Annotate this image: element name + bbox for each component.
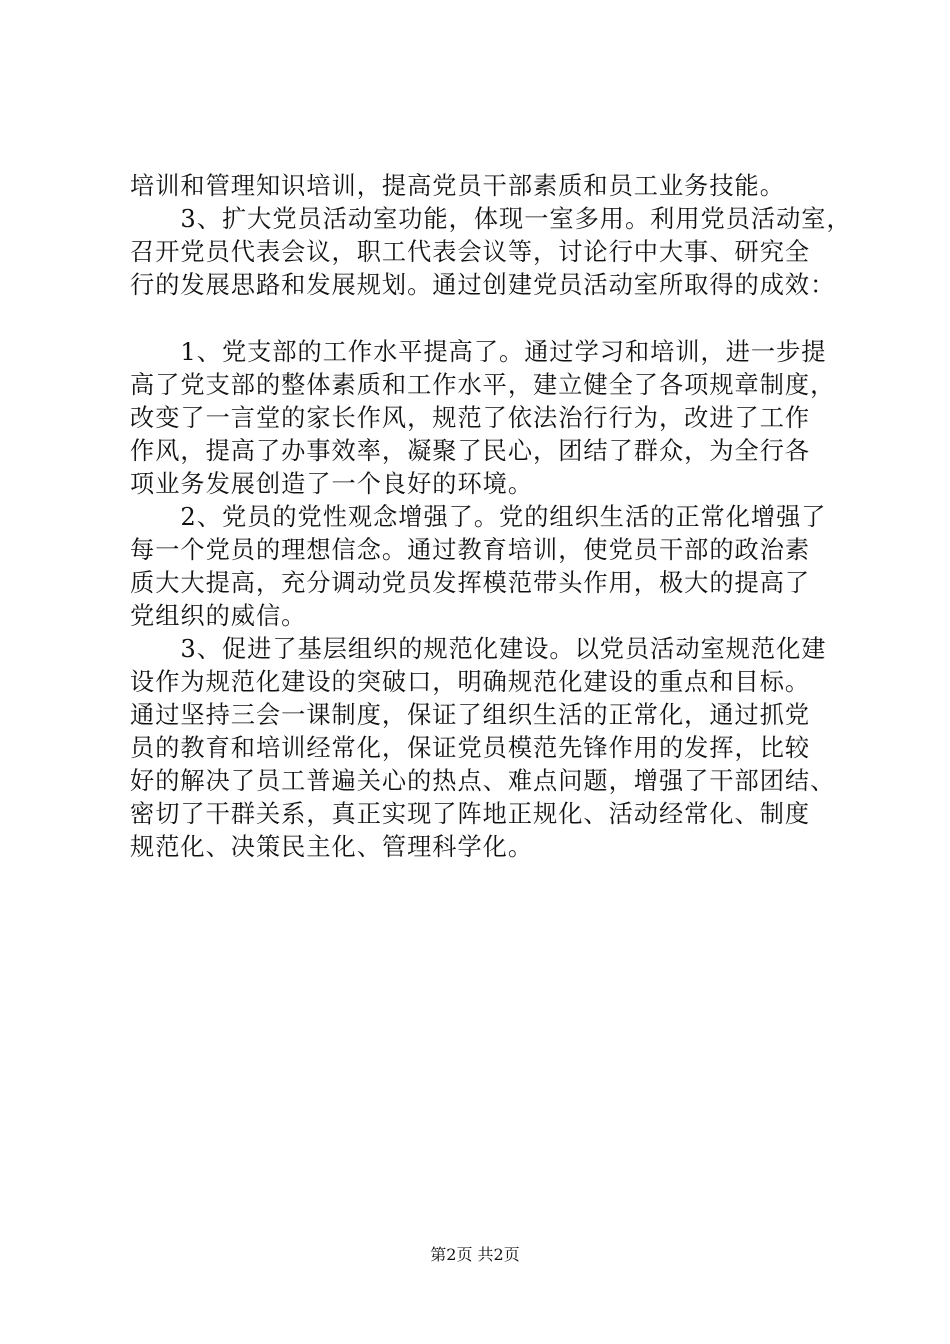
text-line: 党组织的威信。	[130, 602, 307, 630]
text-line: 规范化、决策民主化、管理科学化。	[130, 833, 534, 861]
text-line: 3、促进了基层组织的规范化建设。以党员活动室规范化建	[130, 635, 827, 663]
text-line: 培训和管理知识培训，提高党员干部素质和员工业务技能。	[130, 172, 785, 200]
text-line: 密切了干群关系，真正实现了阵地正规化、活动经常化、制度	[130, 800, 811, 828]
text-line: 2、党员的党性观念增强了。党的组织生活的正常化增强了	[130, 503, 827, 531]
text-line: 员的教育和培训经常化，保证党员模范先锋作用的发挥，比较	[130, 734, 811, 762]
text-line: 召开党员代表会议，职工代表会议等，讨论行中大事、研究全	[130, 238, 811, 266]
text-line: 好的解决了员工普遍关心的热点、难点问题，增强了干部团结、	[130, 767, 836, 795]
text-line: 作风，提高了办事效率，凝聚了民心，团结了群众，为全行各	[130, 437, 811, 465]
text-line: 项业务发展创造了一个良好的环境。	[130, 470, 534, 498]
text-line: 3、扩大党员活动室功能，体现一室多用。利用党员活动室，	[130, 205, 852, 233]
text-line: 质大大提高，充分调动党员发挥模范带头作用，极大的提高了	[130, 569, 811, 597]
text-line: 行的发展思路和发展规划。通过创建党员活动室所取得的成效：	[130, 271, 836, 299]
body-text	[130, 170, 852, 864]
blank-line	[130, 302, 830, 336]
text-line: 高了党支部的整体素质和工作水平，建立健全了各项规章制度，	[130, 371, 836, 399]
text-line: 设作为规范化建设的突破口，明确规范化建设的重点和目标。	[130, 668, 811, 696]
text-line: 改变了一言堂的家长作风，规范了依法治行行为，改进了工作	[130, 404, 811, 432]
text-line: 1、党支部的工作水平提高了。通过学习和培训，进一步提	[130, 338, 827, 366]
text-line: 通过坚持三会一课制度，保证了组织生活的正常化，通过抓党	[130, 701, 811, 729]
text-line: 每一个党员的理想信念。通过教育培训，使党员干部的政治素	[130, 536, 811, 564]
page-number-footer: 第2页 共2页	[430, 1245, 520, 1264]
